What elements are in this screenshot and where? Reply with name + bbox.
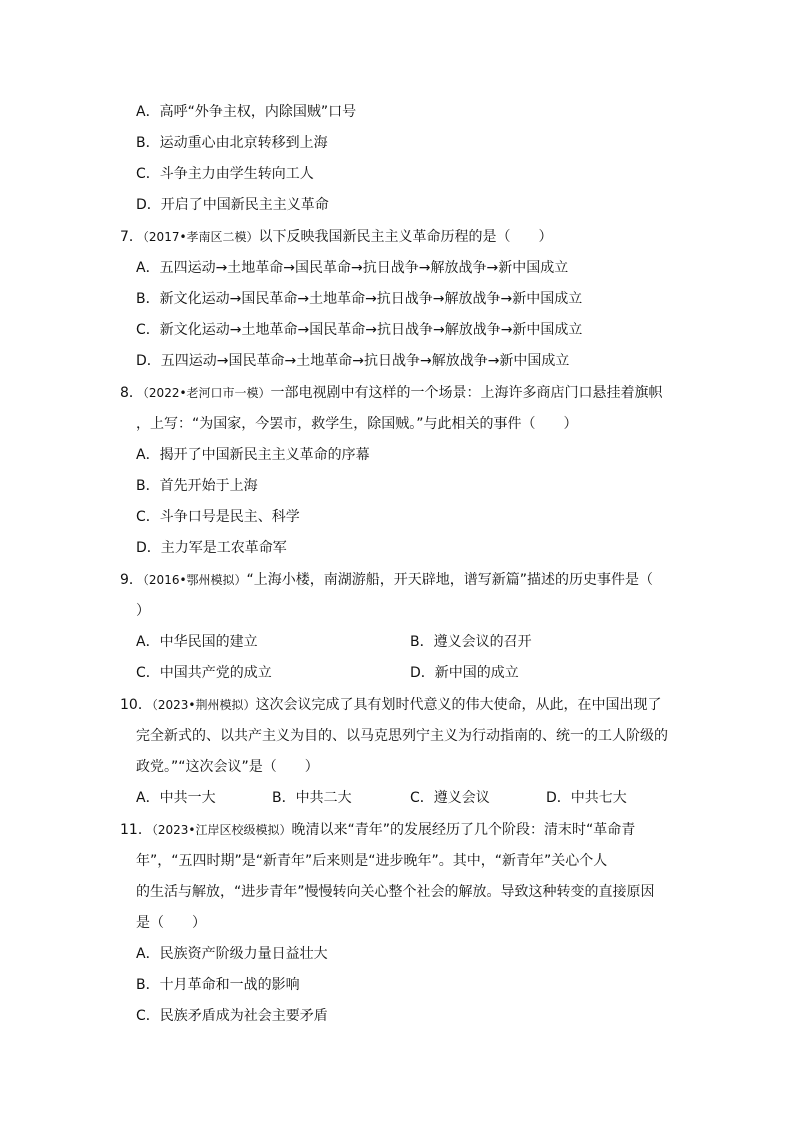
- q9-option-c: C．中国共产党的成立: [136, 665, 272, 681]
- q7-option-c: C．新文化运动→土地革命→国民革命→抗日战争→解放战争→新中国成立: [136, 322, 583, 338]
- q10-option-a: A．中共一大: [136, 790, 216, 806]
- q11-option-a: A．民族资产阶级力量日益壮大: [136, 946, 328, 962]
- q11-number: 11．: [120, 822, 152, 838]
- q7-option-d: D．五四运动→国民革命→土地革命→抗日战争→解放战争→新中国成立: [136, 353, 570, 369]
- q11-option-c: C．民族矛盾成为社会主要矛盾: [136, 1008, 328, 1024]
- q9-option-d: D．新中国的成立: [410, 665, 519, 681]
- q10-stem-line2: 完全新式的、以共产主义为目的、以马克思列宁主义为行动指南的、统一的工人阶级的: [136, 728, 668, 744]
- q11-stem-line1: 晚清以来“青年”的发展经历了几个阶段：清末时“革命青: [291, 822, 636, 838]
- q11-source: （2023•江岸区校级模拟）: [151, 823, 292, 837]
- q7-source: （2017•孝南区二模）: [142, 230, 259, 244]
- q9-stem-line1: “上海小楼，南湖游船，开天辟地，谱写新篇”描述的历史事件是（: [246, 572, 654, 588]
- q8-option-a: A．揭开了中国新民主主义革命的序幕: [136, 447, 370, 463]
- q11-stem-line3: 的生活与解放，“进步青年”慢慢转向关心整个社会的解放。导致这种转变的直接原因: [136, 884, 655, 900]
- q10-source: （2023•荆州模拟）: [151, 698, 256, 712]
- q7-option-a: A．五四运动→土地革命→国民革命→抗日战争→解放战争→新中国成立: [136, 260, 569, 276]
- q10-option-c: C．遵义会议: [410, 790, 490, 806]
- q10-option-d: D．中共七大: [546, 790, 627, 806]
- q7-stem: [120, 227, 553, 247]
- q8-source: （2022•老河口市一模）: [142, 386, 271, 400]
- q11-stem-line2: 年”，“五四时期”是“新青年”后来则是“进步晚年”。其中，“新青年”关心个人: [136, 853, 608, 869]
- q7-number: 7．: [120, 229, 143, 245]
- q11-stem: [120, 820, 635, 840]
- q8-option-c: C．斗争口号是民主、科学: [136, 509, 300, 525]
- q10-stem-line3: 政党。”“这次会议”是（ ）: [136, 759, 319, 775]
- q10-stem: [120, 695, 661, 715]
- q7-option-b: B．新文化运动→国民革命→土地革命→抗日战争→解放战争→新中国成立: [136, 291, 583, 307]
- q8-stem-line2: ，上写：“为国家，今罢市，救学生，除国贼。”与此相关的事件（ ）: [136, 416, 578, 432]
- q8-stem-line1: 一部电视剧中有这样的一个场景：上海许多商店门口悬挂着旗帜: [270, 385, 663, 401]
- q9-stem-line2: ）: [136, 603, 150, 619]
- q8-option-b: B．首先开始于上海: [136, 478, 258, 494]
- q6-option-d: D．开启了中国新民主主义革命: [136, 197, 329, 213]
- q6-option-b: B．运动重心由北京转移到上海: [136, 135, 328, 151]
- q9-option-a: A．中华民国的建立: [136, 634, 258, 650]
- q6-option-a: A．高呼“外争主权，内除国贼”口号: [136, 104, 357, 120]
- q10-option-b: B．中共二大: [272, 790, 352, 806]
- q10-stem-line1: 这次会议完成了具有划时代意义的伟大使命，从此，在中国出现了: [255, 697, 662, 713]
- q8-number: 8．: [120, 385, 143, 401]
- q6-option-c: C．斗争主力由学生转向工人: [136, 166, 314, 182]
- q9-option-b: B．遵义会议的召开: [410, 634, 532, 650]
- q9-source: （2016•鄂州模拟）: [142, 573, 247, 587]
- q10-number: 10．: [120, 697, 152, 713]
- q11-option-b: B．十月革命和一战的影响: [136, 977, 300, 993]
- q8-option-d: D．主力军是工农革命军: [136, 540, 287, 556]
- q9-number: 9．: [120, 572, 143, 588]
- q8-stem: [120, 383, 663, 403]
- q7-stem-text: 以下反映我国新民主主义革命历程的是（ ）: [258, 229, 553, 245]
- q9-stem: [120, 570, 653, 590]
- q11-stem-line4: 是（ ）: [136, 915, 206, 931]
